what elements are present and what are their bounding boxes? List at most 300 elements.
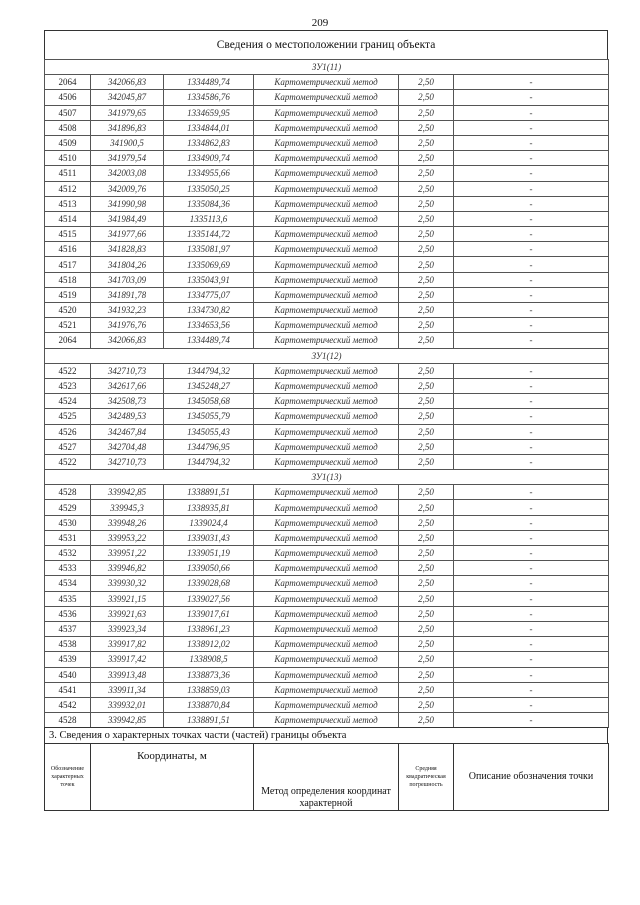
cell-method: Картометрический метод <box>254 120 399 135</box>
cell-description: - <box>454 394 609 409</box>
cell-coord-x: 342710,73 <box>91 454 164 469</box>
table-row <box>45 652 609 667</box>
table-row <box>45 363 609 378</box>
cell-point-number: 4528 <box>45 485 91 500</box>
cell-point-number: 4517 <box>45 257 91 272</box>
cell-point-number: 4536 <box>45 606 91 621</box>
cell-description: - <box>454 424 609 439</box>
cell-accuracy: 2,50 <box>399 424 454 439</box>
cell-point-number: 4535 <box>45 591 91 606</box>
cell-accuracy: 2,50 <box>399 151 454 166</box>
cell-method: Картометрический метод <box>254 485 399 500</box>
cell-method: Картометрический метод <box>254 515 399 530</box>
cell-point-number: 4525 <box>45 409 91 424</box>
cell-point-number: 4522 <box>45 454 91 469</box>
cell-point-number: 4538 <box>45 637 91 652</box>
cell-coord-y: 1338908,5 <box>164 652 254 667</box>
section-row <box>45 348 609 363</box>
cell-point-number: 4519 <box>45 287 91 302</box>
table-row <box>45 561 609 576</box>
cell-method: Картометрический метод <box>254 682 399 697</box>
cell-description: - <box>454 151 609 166</box>
cell-description: - <box>454 90 609 105</box>
cell-description: - <box>454 181 609 196</box>
table-row <box>45 697 609 712</box>
cell-accuracy: 2,50 <box>399 287 454 302</box>
cell-accuracy: 2,50 <box>399 652 454 667</box>
table-row <box>45 303 609 318</box>
cell-accuracy: 2,50 <box>399 682 454 697</box>
boundary-sheet <box>44 30 608 811</box>
cell-accuracy: 2,50 <box>399 637 454 652</box>
cell-coord-x: 339917,82 <box>91 637 164 652</box>
cell-method: Картометрический метод <box>254 135 399 150</box>
cell-accuracy: 2,50 <box>399 530 454 545</box>
cell-coord-y: 1344794,32 <box>164 363 254 378</box>
table-row <box>45 439 609 454</box>
cell-point-number: 4522 <box>45 363 91 378</box>
cell-coord-x: 339946,82 <box>91 561 164 576</box>
cell-accuracy: 2,50 <box>399 621 454 636</box>
cell-point-number: 4540 <box>45 667 91 682</box>
cell-coord-y: 1338912,02 <box>164 637 254 652</box>
cell-point-number: 4508 <box>45 120 91 135</box>
cell-coord-y: 1345248,27 <box>164 378 254 393</box>
cell-description: - <box>454 166 609 181</box>
cell-coord-x: 342489,53 <box>91 409 164 424</box>
cell-accuracy: 2,50 <box>399 257 454 272</box>
cell-point-number: 4506 <box>45 90 91 105</box>
cell-point-number: 4533 <box>45 561 91 576</box>
cell-accuracy: 2,50 <box>399 409 454 424</box>
cell-description: - <box>454 272 609 287</box>
cell-accuracy: 2,50 <box>399 485 454 500</box>
cell-point-number: 4537 <box>45 621 91 636</box>
cell-accuracy: 2,50 <box>399 591 454 606</box>
cell-method: Картометрический метод <box>254 242 399 257</box>
cell-accuracy: 2,50 <box>399 500 454 515</box>
section-label: ЗУ1(13) <box>45 470 609 485</box>
cell-coord-y: 1334659,95 <box>164 105 254 120</box>
table-row <box>45 454 609 469</box>
cell-method: Картометрический метод <box>254 318 399 333</box>
cell-accuracy: 2,50 <box>399 211 454 226</box>
cell-accuracy: 2,50 <box>399 227 454 242</box>
table-row <box>45 682 609 697</box>
cell-coord-x: 339911,34 <box>91 682 164 697</box>
cell-coord-y: 1334489,74 <box>164 75 254 90</box>
cell-accuracy: 2,50 <box>399 272 454 287</box>
cell-accuracy: 2,50 <box>399 454 454 469</box>
cell-coord-x: 339917,42 <box>91 652 164 667</box>
cell-method: Картометрический метод <box>254 621 399 636</box>
cell-description: - <box>454 515 609 530</box>
cell-coord-x: 342009,76 <box>91 181 164 196</box>
cell-description: - <box>454 561 609 576</box>
cell-coord-x: 339930,32 <box>91 576 164 591</box>
cell-point-number: 2064 <box>45 75 91 90</box>
cell-coord-x: 342003,08 <box>91 166 164 181</box>
cell-coord-x: 341828,83 <box>91 242 164 257</box>
cell-description: - <box>454 637 609 652</box>
cell-coord-y: 1335113,6 <box>164 211 254 226</box>
cell-description: - <box>454 196 609 211</box>
cell-description: - <box>454 287 609 302</box>
cell-coord-y: 1334730,82 <box>164 303 254 318</box>
cell-description: - <box>454 682 609 697</box>
cell-accuracy: 2,50 <box>399 196 454 211</box>
cell-method: Картометрический метод <box>254 90 399 105</box>
cell-method: Картометрический метод <box>254 105 399 120</box>
cell-coord-y: 1338891,51 <box>164 485 254 500</box>
cell-coord-y: 1338891,51 <box>164 713 254 728</box>
cell-method: Картометрический метод <box>254 287 399 302</box>
cell-coord-x: 341896,83 <box>91 120 164 135</box>
cell-coord-y: 1335043,91 <box>164 272 254 287</box>
cell-method: Картометрический метод <box>254 591 399 606</box>
cell-coord-y: 1338935,81 <box>164 500 254 515</box>
cell-coord-x: 341804,26 <box>91 257 164 272</box>
page-number: 209 <box>311 17 329 29</box>
cell-point-number: 4518 <box>45 272 91 287</box>
cell-coord-x: 342710,73 <box>91 363 164 378</box>
cell-description: - <box>454 652 609 667</box>
cell-accuracy: 2,50 <box>399 333 454 348</box>
col-description-header: Описание обозначения точки <box>454 744 609 811</box>
cell-point-number: 4511 <box>45 166 91 181</box>
cell-coord-x: 341990,98 <box>91 196 164 211</box>
cell-description: - <box>454 439 609 454</box>
cell-accuracy: 2,50 <box>399 439 454 454</box>
cell-accuracy: 2,50 <box>399 667 454 682</box>
table-row <box>45 318 609 333</box>
cell-accuracy: 2,50 <box>399 75 454 90</box>
cell-method: Картометрический метод <box>254 652 399 667</box>
cell-point-number: 4515 <box>45 227 91 242</box>
cell-coord-x: 339921,15 <box>91 591 164 606</box>
cell-coord-y: 1334862,83 <box>164 135 254 150</box>
table-row <box>45 257 609 272</box>
cell-point-number: 4542 <box>45 697 91 712</box>
cell-accuracy: 2,50 <box>399 394 454 409</box>
table-row <box>45 105 609 120</box>
cell-description: - <box>454 546 609 561</box>
section-row <box>45 60 609 75</box>
cell-coord-y: 1334909,74 <box>164 151 254 166</box>
table-row <box>45 135 609 150</box>
cell-description: - <box>454 242 609 257</box>
cell-method: Картометрический метод <box>254 151 399 166</box>
table-row <box>45 90 609 105</box>
table-row <box>45 667 609 682</box>
cell-coord-y: 1334653,56 <box>164 318 254 333</box>
cell-accuracy: 2,50 <box>399 713 454 728</box>
cell-method: Картометрический метод <box>254 211 399 226</box>
table-row <box>45 394 609 409</box>
cell-coord-y: 1339024,4 <box>164 515 254 530</box>
cell-description: - <box>454 606 609 621</box>
cell-coord-x: 342617,66 <box>91 378 164 393</box>
cell-coord-y: 1335081,97 <box>164 242 254 257</box>
cell-point-number: 4541 <box>45 682 91 697</box>
cell-accuracy: 2,50 <box>399 242 454 257</box>
cell-description: - <box>454 500 609 515</box>
cell-point-number: 4534 <box>45 576 91 591</box>
cell-description: - <box>454 530 609 545</box>
cell-coord-x: 339953,22 <box>91 530 164 545</box>
cell-description: - <box>454 454 609 469</box>
section-row <box>45 470 609 485</box>
cell-method: Картометрический метод <box>254 363 399 378</box>
cell-coord-y: 1335084,36 <box>164 196 254 211</box>
cell-description: - <box>454 713 609 728</box>
cell-coord-y: 1338873,36 <box>164 667 254 682</box>
section3-heading: 3. Сведения о характерных точках части (частей) границы объекта <box>44 727 608 744</box>
cell-description: - <box>454 105 609 120</box>
cell-description: - <box>454 409 609 424</box>
cell-coord-y: 1335069,69 <box>164 257 254 272</box>
cell-method: Картометрический метод <box>254 424 399 439</box>
cell-point-number: 4512 <box>45 181 91 196</box>
cell-accuracy: 2,50 <box>399 90 454 105</box>
cell-method: Картометрический метод <box>254 713 399 728</box>
cell-point-number: 4513 <box>45 196 91 211</box>
table-row <box>45 287 609 302</box>
col-error-header: Средняя квадратическая погрешность <box>399 744 454 811</box>
cell-description: - <box>454 667 609 682</box>
cell-coord-x: 341984,49 <box>91 211 164 226</box>
cell-point-number: 4532 <box>45 546 91 561</box>
cell-method: Картометрический метод <box>254 576 399 591</box>
col-method-header: Метод определения координат характерной <box>254 744 399 811</box>
cell-coord-y: 1338961,23 <box>164 621 254 636</box>
cell-description: - <box>454 378 609 393</box>
cell-method: Картометрический метод <box>254 561 399 576</box>
cell-coord-x: 341979,54 <box>91 151 164 166</box>
col-designation-header: Обозначение характерных точек <box>45 744 91 811</box>
cell-accuracy: 2,50 <box>399 378 454 393</box>
cell-point-number: 4524 <box>45 394 91 409</box>
cell-coord-x: 339923,34 <box>91 621 164 636</box>
table-row <box>45 713 609 728</box>
cell-coord-x: 342066,83 <box>91 333 164 348</box>
cell-coord-y: 1344794,32 <box>164 454 254 469</box>
table-row <box>45 75 609 90</box>
cell-coord-x: 342467,84 <box>91 424 164 439</box>
cell-description: - <box>454 363 609 378</box>
cell-accuracy: 2,50 <box>399 576 454 591</box>
cell-method: Картометрический метод <box>254 637 399 652</box>
cell-method: Картометрический метод <box>254 303 399 318</box>
cell-accuracy: 2,50 <box>399 697 454 712</box>
cell-point-number: 4529 <box>45 500 91 515</box>
cell-coord-y: 1345055,79 <box>164 409 254 424</box>
cell-point-number: 4521 <box>45 318 91 333</box>
cell-description: - <box>454 333 609 348</box>
cell-coord-x: 339945,3 <box>91 500 164 515</box>
cell-coord-x: 339913,48 <box>91 667 164 682</box>
cell-coord-x: 342508,73 <box>91 394 164 409</box>
cell-coord-y: 1338859,03 <box>164 682 254 697</box>
table-row <box>45 606 609 621</box>
cell-coord-x: 339948,26 <box>91 515 164 530</box>
cell-method: Картометрический метод <box>254 454 399 469</box>
cell-point-number: 4539 <box>45 652 91 667</box>
table-row <box>45 424 609 439</box>
boundary-points-table <box>44 59 609 728</box>
table-row <box>45 151 609 166</box>
table-row <box>45 409 609 424</box>
table-row <box>45 621 609 636</box>
cell-description: - <box>454 75 609 90</box>
cell-coord-x: 341932,23 <box>91 303 164 318</box>
cell-description: - <box>454 303 609 318</box>
cell-description: - <box>454 318 609 333</box>
cell-coord-y: 1339028,68 <box>164 576 254 591</box>
cell-coord-x: 339942,85 <box>91 713 164 728</box>
table-row <box>45 272 609 287</box>
cell-coord-y: 1334844,01 <box>164 120 254 135</box>
cell-coord-x: 342704,48 <box>91 439 164 454</box>
cell-accuracy: 2,50 <box>399 363 454 378</box>
cell-coord-y: 1345058,68 <box>164 394 254 409</box>
cell-accuracy: 2,50 <box>399 135 454 150</box>
cell-description: - <box>454 120 609 135</box>
table-row <box>45 181 609 196</box>
cell-point-number: 4510 <box>45 151 91 166</box>
cell-coord-y: 1334586,76 <box>164 90 254 105</box>
cell-coord-x: 339921,63 <box>91 606 164 621</box>
cell-description: - <box>454 227 609 242</box>
cell-description: - <box>454 697 609 712</box>
cell-method: Картометрический метод <box>254 196 399 211</box>
cell-method: Картометрический метод <box>254 166 399 181</box>
cell-method: Картометрический метод <box>254 394 399 409</box>
cell-accuracy: 2,50 <box>399 166 454 181</box>
cell-point-number: 4516 <box>45 242 91 257</box>
cell-accuracy: 2,50 <box>399 606 454 621</box>
cell-coord-y: 1335050,25 <box>164 181 254 196</box>
table-row <box>45 378 609 393</box>
cell-method: Картометрический метод <box>254 697 399 712</box>
table-row <box>45 227 609 242</box>
cell-method: Картометрический метод <box>254 667 399 682</box>
cell-coord-y: 1339050,66 <box>164 561 254 576</box>
cell-accuracy: 2,50 <box>399 318 454 333</box>
cell-description: - <box>454 621 609 636</box>
cell-coord-y: 1334775,07 <box>164 287 254 302</box>
cell-coord-y: 1345055,43 <box>164 424 254 439</box>
table-row <box>45 333 609 348</box>
cell-coord-y: 1335144,72 <box>164 227 254 242</box>
cell-method: Картометрический метод <box>254 257 399 272</box>
cell-point-number: 4509 <box>45 135 91 150</box>
table-row <box>45 242 609 257</box>
table-row <box>45 166 609 181</box>
table-row <box>45 546 609 561</box>
cell-point-number: 4507 <box>45 105 91 120</box>
boundary-title: Сведения о местоположении границ объекта <box>44 30 608 60</box>
cell-description: - <box>454 591 609 606</box>
cell-coord-x: 341976,76 <box>91 318 164 333</box>
cell-method: Картометрический метод <box>254 75 399 90</box>
cell-description: - <box>454 485 609 500</box>
cell-coord-y: 1339031,43 <box>164 530 254 545</box>
cell-coord-x: 341979,65 <box>91 105 164 120</box>
table-row <box>45 120 609 135</box>
cell-coord-x: 341977,66 <box>91 227 164 242</box>
cell-coord-x: 339932,01 <box>91 697 164 712</box>
cell-method: Картометрический метод <box>254 546 399 561</box>
cell-coord-x: 342066,83 <box>91 75 164 90</box>
cell-accuracy: 2,50 <box>399 561 454 576</box>
cell-coord-y: 1339017,61 <box>164 606 254 621</box>
cell-description: - <box>454 257 609 272</box>
cell-description: - <box>454 211 609 226</box>
table-row <box>45 211 609 226</box>
cell-point-number: 4523 <box>45 378 91 393</box>
table-row <box>45 591 609 606</box>
cell-coord-x: 342045,87 <box>91 90 164 105</box>
col-coordinates-header: Координаты, м <box>91 744 254 811</box>
cell-coord-x: 341703,09 <box>91 272 164 287</box>
cell-coord-y: 1334955,66 <box>164 166 254 181</box>
table-row <box>45 530 609 545</box>
cell-point-number: 4514 <box>45 211 91 226</box>
cell-point-number: 2064 <box>45 333 91 348</box>
cell-method: Картометрический метод <box>254 500 399 515</box>
cell-point-number: 4530 <box>45 515 91 530</box>
cell-coord-y: 1339051,19 <box>164 546 254 561</box>
table-row <box>45 637 609 652</box>
cell-description: - <box>454 135 609 150</box>
cell-point-number: 4526 <box>45 424 91 439</box>
cell-coord-x: 339951,22 <box>91 546 164 561</box>
table-row <box>45 196 609 211</box>
cell-coord-y: 1344796,95 <box>164 439 254 454</box>
cell-description: - <box>454 576 609 591</box>
cell-method: Картометрический метод <box>254 181 399 196</box>
cell-point-number: 4528 <box>45 713 91 728</box>
cell-accuracy: 2,50 <box>399 181 454 196</box>
cell-point-number: 4520 <box>45 303 91 318</box>
section-label: ЗУ1(11) <box>45 60 609 75</box>
table-row <box>45 576 609 591</box>
cell-method: Картометрический метод <box>254 409 399 424</box>
cell-coord-x: 341900,5 <box>91 135 164 150</box>
table-row <box>45 485 609 500</box>
cell-method: Картометрический метод <box>254 530 399 545</box>
cell-point-number: 4527 <box>45 439 91 454</box>
cell-accuracy: 2,50 <box>399 515 454 530</box>
cell-coord-y: 1334489,74 <box>164 333 254 348</box>
section-label: ЗУ1(12) <box>45 348 609 363</box>
cell-coord-x: 341891,78 <box>91 287 164 302</box>
cell-method: Картометрический метод <box>254 333 399 348</box>
cell-method: Картометрический метод <box>254 227 399 242</box>
cell-point-number: 4531 <box>45 530 91 545</box>
cell-coord-y: 1338870,84 <box>164 697 254 712</box>
cell-accuracy: 2,50 <box>399 105 454 120</box>
cell-method: Картометрический метод <box>254 439 399 454</box>
cell-accuracy: 2,50 <box>399 303 454 318</box>
cell-coord-y: 1339027,56 <box>164 591 254 606</box>
cell-accuracy: 2,50 <box>399 120 454 135</box>
section3-header-table <box>44 743 609 811</box>
cell-coord-x: 339942,85 <box>91 485 164 500</box>
cell-method: Картометрический метод <box>254 272 399 287</box>
table-row <box>45 500 609 515</box>
